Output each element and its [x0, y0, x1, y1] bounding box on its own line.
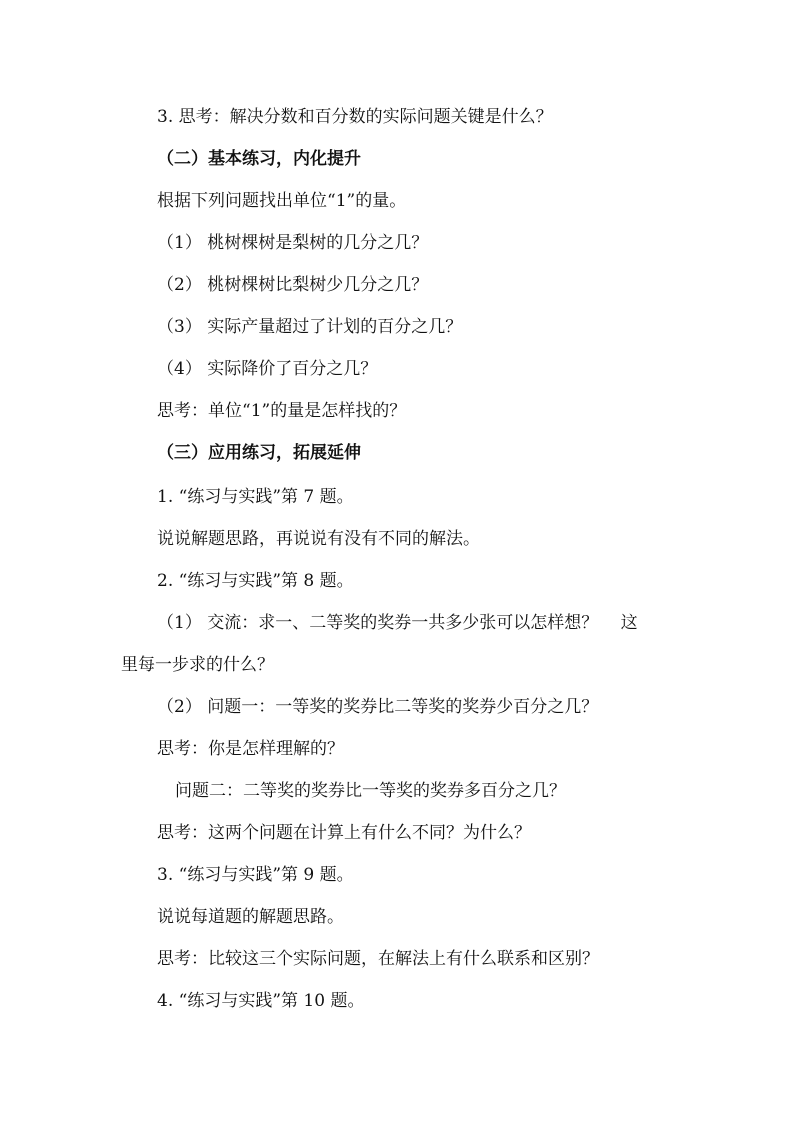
text-line-exercise-8: 2. “练习与实践”第 8 题。 — [157, 571, 354, 591]
text-line-question-two: 问题二：二等奖的奖券比一等奖的奖券多百分之几？ — [175, 781, 566, 801]
section-heading-applied-practice: （三）应用练习，拓展延伸 — [157, 443, 361, 463]
text-line-solution-idea: 说说解题思路，再说说有没有不同的解法。 — [157, 529, 480, 549]
list-item-4: （4） 实际降价了百分之几？ — [157, 359, 378, 379]
text-line-discussion-part2: 里每一步求的什么？ — [121, 655, 274, 675]
section-heading-basic-practice: （二）基本练习，内化提升 — [157, 149, 361, 169]
text-line-think-understand: 思考：你是怎样理解的？ — [157, 739, 344, 759]
text-line-discussion-part1: （1） 交流：求一、二等奖的奖券一共多少张可以怎样想？ 这 — [157, 613, 638, 633]
text-line-exercise-10: 4. “练习与实践”第 10 题。 — [157, 991, 365, 1011]
text-line-find-unit: 根据下列问题找出单位“1”的量。 — [157, 191, 407, 211]
text-line-think-compare: 思考：比较这三个实际问题，在解法上有什么联系和区别？ — [157, 949, 599, 969]
text-line-question-one: （2） 问题一：一等奖的奖券比二等奖的奖券少百分之几？ — [157, 697, 599, 717]
text-line-exercise-7: 1. “练习与实践”第 7 题。 — [157, 487, 354, 507]
text-line-think-difference: 思考：这两个问题在计算上有什么不同？为什么？ — [157, 823, 531, 843]
text-line-each-problem: 说说每道题的解题思路。 — [157, 907, 344, 927]
list-item-3: （3） 实际产量超过了计划的百分之几？ — [157, 317, 463, 337]
text-line-think-unit: 思考：单位“1”的量是怎样找的？ — [157, 401, 407, 421]
list-item-1: （1） 桃树棵树是梨树的几分之几？ — [157, 233, 429, 253]
text-line-think-key: 3. 思考：解决分数和百分数的实际问题关键是什么？ — [157, 107, 553, 127]
list-item-2: （2） 桃树棵树比梨树少几分之几？ — [157, 275, 429, 295]
text-line-exercise-9: 3. “练习与实践”第 9 题。 — [157, 865, 354, 885]
